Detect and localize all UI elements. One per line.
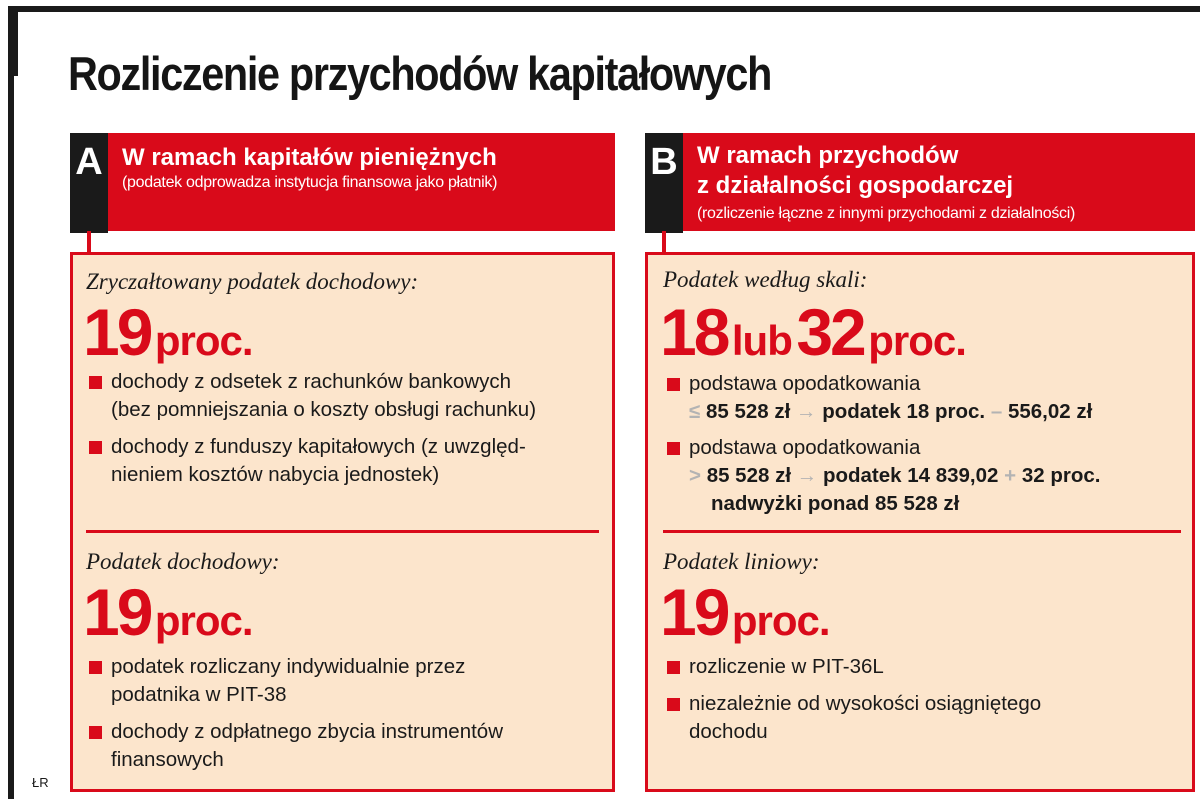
panel-b-section1-rate: [660, 295, 966, 369]
panel-b-section2-bullet-2: niezależnie od wysokości osiągniętego dochodu: [689, 690, 1041, 746]
arrow-right-icon: →: [796, 464, 818, 487]
panel-a-header-subtitle: (podatek odprowadza instytucja finansowa jako płatnik): [122, 174, 498, 191]
panel-b-section2-rate: [660, 575, 830, 649]
rate-unit: proc.: [731, 597, 830, 644]
panel-a-section2-bullet-2: dochody z odpłatnego zbycia instrumentów finansowych: [111, 718, 503, 774]
frame-left-rule: [8, 6, 14, 799]
plus-icon: +: [1004, 464, 1017, 487]
rate-unit: proc.: [868, 317, 966, 364]
panel-a-body: [70, 252, 615, 792]
bullet-square-icon: [89, 441, 102, 454]
rate-unit: proc.: [154, 597, 253, 644]
frame-top-rule: [8, 6, 1200, 12]
bullet-square-icon: [89, 376, 102, 389]
less-equal-icon: ≤: [689, 400, 701, 423]
panel-b-header: [645, 133, 1195, 231]
rate-number-high: 32: [796, 295, 864, 369]
panel-b-header-subtitle: (rozliczenie łączne z innymi przychodami z działalności): [697, 205, 1076, 222]
rate-number: 19: [660, 575, 728, 649]
panel-a-section1-rate: [83, 295, 253, 369]
bullet-square-icon: [667, 378, 680, 391]
rate-number: 19: [83, 575, 151, 649]
rate-number-low: 18: [660, 295, 728, 369]
panel-a-header-title: W ramach kapitałów pieniężnych: [122, 144, 497, 171]
panel-b-section2-label: Podatek liniowy:: [663, 549, 820, 574]
panel-b-body: [645, 252, 1195, 792]
frame-corner: [8, 6, 18, 76]
page-title: Rozliczenie przychodów kapitałowych: [68, 47, 772, 100]
panel-b-header-title-2: z działalności gospodarczej: [697, 172, 1014, 199]
rate-number: 19: [83, 295, 151, 369]
bullet-square-icon: [667, 442, 680, 455]
bullet-square-icon: [89, 726, 102, 739]
panel-a-divider: [86, 530, 599, 533]
panel-a-header: [70, 133, 615, 231]
panel-b-letter: B: [645, 133, 683, 233]
panel-b-section1-label: Podatek według skali:: [663, 267, 868, 292]
panel-a-section2-bullet-1: podatek rozliczany indywidualnie przez podatnika w PIT-38: [111, 653, 465, 709]
minus-icon: –: [990, 400, 1003, 423]
panel-b-section2-bullet-1: rozliczenie w PIT-36L: [689, 653, 884, 681]
bullet-square-icon: [667, 661, 680, 674]
bullet-square-icon: [667, 698, 680, 711]
panel-b-header-title-1: W ramach przychodów: [697, 142, 959, 169]
panel-a-section2-label: Podatek dochodowy:: [86, 549, 280, 574]
panel-a-section1-bullet-2: dochody z funduszy kapitałowych (z uwzględ- nieniem kosztów nabycia jednostek): [111, 433, 526, 489]
panel-b-section1-bullet-2: podstawa opodatkowania > 85 528 zł → podatek 14 839,02 + 32 proc. nadwyżki ponad 85 528 zł: [689, 434, 1100, 518]
panel-a-section2-rate: [83, 575, 253, 649]
arrow-right-icon: →: [796, 400, 817, 423]
greater-than-icon: >: [689, 464, 701, 487]
author-credit: ŁR: [32, 775, 49, 790]
panel-a-section1-bullet-1: dochody z odsetek z rachunków bankowych (bez pomniejszania o koszty obsługi rachunku): [111, 368, 536, 424]
panel-a-letter: A: [70, 133, 108, 233]
rate-conjunction: lub: [731, 317, 792, 364]
bullet-square-icon: [89, 661, 102, 674]
panel-b-section1-bullet-1: podstawa opodatkowania ≤ 85 528 zł → podatek 18 proc. – 556,02 zł: [689, 370, 1092, 426]
rate-unit: proc.: [154, 317, 253, 364]
panel-b-divider: [663, 530, 1181, 533]
panel-a-section1-label: Zryczałtowany podatek dochodowy:: [86, 269, 419, 294]
